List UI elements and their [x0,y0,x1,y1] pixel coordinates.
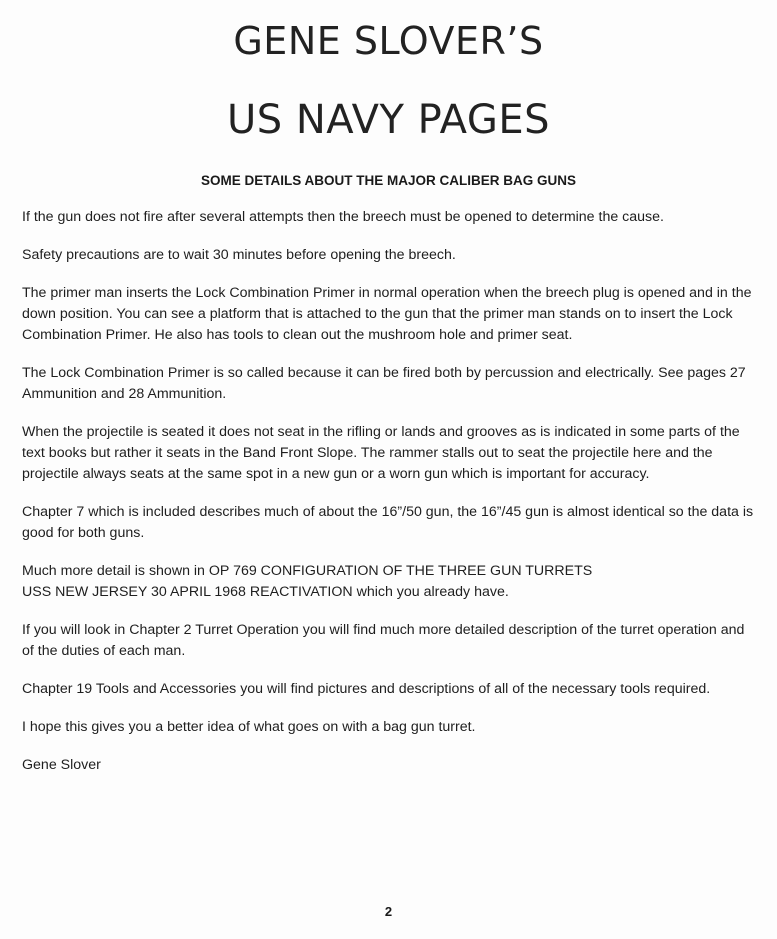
signature-name: Gene Slover [22,757,101,773]
paragraph-lock-primer: The Lock Combination Primer is so called because it can be fired both by percussion and electrically. See pages 27 Ammunition and 28 Ammunition. [22,365,746,402]
paragraph-chapter-19: Chapter 19 Tools and Accessories you will find pictures and descriptions of all of the necessary tools required. [22,681,711,697]
paragraph-primer-man: The primer man inserts the Lock Combination Primer in normal operation when the breech plug is opened and in the down position. You can see a platform that is attached to the gun that the primer man stands on to insert the Lock Combination Primer. He also has tools to clean out the mushroom hole and primer seat. [22,285,752,343]
paragraph-op-769-line-1: Much more detail is shown in OP 769 CONFIGURATION OF THE THREE GUN TURRETS [22,563,593,579]
paragraph-closing: I hope this gives you a better idea of what goes on with a bag gun turret. [22,719,476,735]
document-title-line-2: US NAVY PAGES [226,97,550,143]
document-subtitle: SOME DETAILS ABOUT THE MAJOR CALIBER BAG GUNS [200,173,576,188]
paragraph-chapter-7: Chapter 7 which is included describes much of about the 16”/50 gun, the 16”/45 gun is almost identical so the data is good for both guns. [22,504,754,541]
page-number: 2 [384,904,393,919]
paragraph-op-769-line-2: USS NEW JERSEY 30 APRIL 1968 REACTIVATION which you already have. [22,584,509,600]
paragraph-chapter-2: If you will look in Chapter 2 Turret Operation you will find much more detailed description of the turret operation and of the duties of each man. [22,622,745,659]
paragraph-safety: Safety precautions are to wait 30 minutes before opening the breech. [22,247,456,263]
paragraph-misfire: If the gun does not fire after several attempts then the breech must be opened to determine the cause. [22,209,664,225]
paragraph-projectile-seat: When the projectile is seated it does not seat in the rifling or lands and grooves as is indicated in some parts of the text books but rather it seats in the Band Front Slope. The rammer stalls out to seat the projectile here and the projectile always seats at the same spot in a new gun or a worn gun which is important for accuracy. [22,424,740,482]
document-title-line-1: GENE SLOVER’S [233,19,544,63]
document-body [22,207,757,793]
